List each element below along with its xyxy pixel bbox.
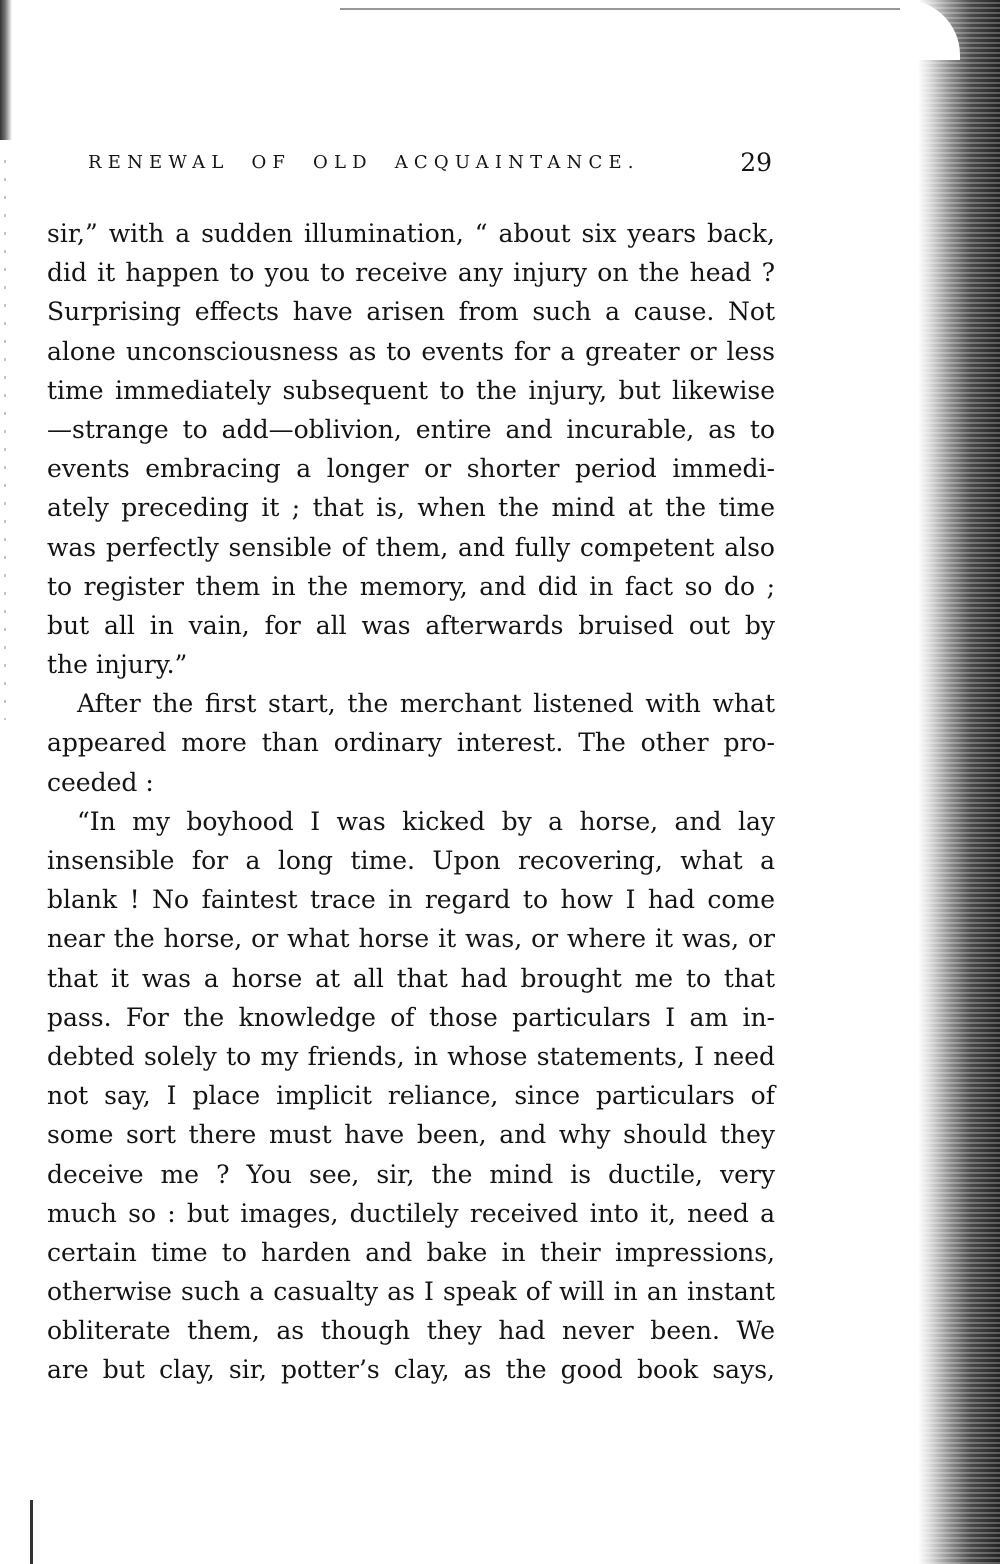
text-line: to register them in the memory, and did in fact so do ; (47, 571, 775, 601)
text-line: that it was a horse at all that had brought me to that (47, 963, 775, 993)
text-line: are but clay, sir, potter’s clay, as the good book says, (47, 1355, 775, 1385)
text-line: debted solely to my friends, in whose statements, I need (47, 1041, 775, 1071)
scan-right-edge (918, 0, 1000, 1564)
text-line: appeared more than ordinary interest. The other pro- (47, 728, 775, 758)
text-line: ately preceding it ; that is, when the mind at the time (47, 493, 775, 523)
page-number: 29 (740, 148, 772, 177)
text-line: time immediately subsequent to the injury, but likewise (47, 375, 775, 405)
text-line: ceeded : (47, 767, 154, 797)
text-line: alone unconsciousness as to events for a greater or less (47, 336, 775, 366)
text-line: not say, I place implicit reliance, since particulars of (47, 1081, 775, 1111)
text-line: much so : but images, ductilely received into it, need a (47, 1198, 775, 1228)
scan-top-rule (340, 8, 900, 10)
text-line: insensible for a long time. Upon recovering, what a (47, 846, 775, 875)
text-line: but all in vain, for all was afterwards bruised out by (47, 610, 775, 640)
text-line: —strange to add—oblivion, entire and incurable, as to (47, 414, 775, 444)
text-line: did it happen to you to receive any injury on the head ? (47, 258, 775, 288)
text-line: deceive me ? You see, sir, the mind is ductile, very (47, 1159, 775, 1189)
text-line: pass. For the knowledge of those particulars I am in- (47, 1002, 775, 1032)
scan-left-speckle (4, 160, 6, 720)
body-text (47, 214, 775, 1390)
text-line: blank ! No faintest trace in regard to how I had come (47, 885, 775, 915)
text-line: events embracing a longer or shorter period immedi- (47, 454, 775, 484)
text-line: “In my boyhood I was kicked by a horse, and lay (77, 806, 775, 836)
text-line: sir,” with a sudden illumination, “ about six years back, (47, 219, 775, 248)
text-line: some sort there must have been, and why should they (47, 1120, 775, 1150)
text-line: was perfectly sensible of them, and fully competent also (47, 532, 775, 562)
text-line: otherwise such a casualty as I speak of will in an instant (47, 1277, 775, 1307)
text-line: obliterate them, as though they had never been. We (47, 1316, 775, 1346)
text-line: After the first start, the merchant listened with what (77, 689, 775, 719)
text-line: certain time to harden and bake in their impressions, (47, 1237, 775, 1267)
text-line: the injury.” (47, 650, 188, 680)
text-line: near the horse, or what horse it was, or where it was, or (47, 924, 775, 954)
scan-left-bottom-mark (30, 1500, 33, 1564)
text-line: Surprising effects have arisen from such a cause. Not (47, 297, 775, 327)
running-head (88, 150, 772, 180)
scan-left-edge (0, 0, 12, 140)
running-title: RENEWAL OF OLD ACQUAINTANCE. (88, 152, 640, 173)
